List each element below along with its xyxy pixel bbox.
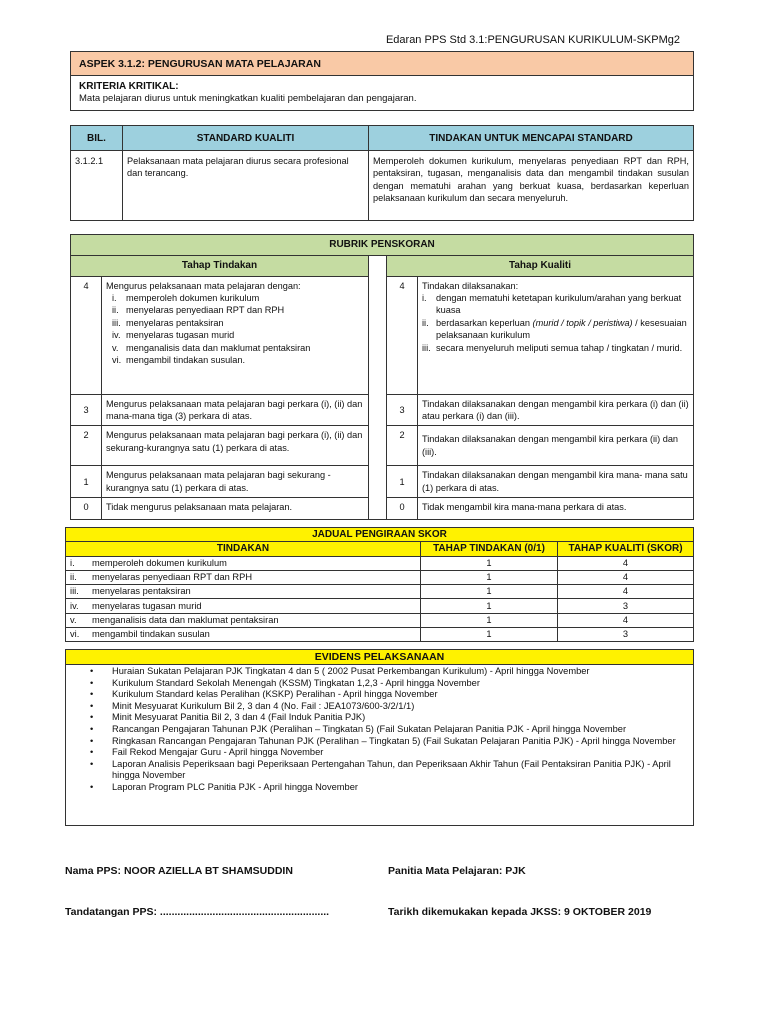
score-0: 0 [71, 498, 102, 520]
tindakan-3: Mengurus pelaksanaan mata pelajaran bagi perkara (i), (ii) dan mana-mana tiga (3) perkara di atas. [102, 394, 369, 426]
jadual-title: JADUAL PENGIRAAN SKOR [66, 528, 694, 542]
kualiti-4-intro: Tindakan dilaksanakan: [422, 280, 519, 291]
list-item: • Kurikulum Standard Sekolah Menengah (KSSM) Tingkatan 1,2,3 - April hingga November [90, 677, 480, 688]
header-tindakan: TINDAKAN UNTUK MENCAPAI STANDARD [369, 126, 694, 151]
list-item: ii. menyelaras penyediaan RPT dan RPH [112, 305, 285, 316]
list-item: • Rancangan Pengajaran Tahunan PJK (Peralihan – Tingkatan 5) (Fail Sukatan Pelajaran Panitia PJK - April hingga November [90, 723, 627, 734]
kualiti-0: Tidak mengambil kira mana-mana perkara di atas. [418, 498, 694, 520]
evidens-title: EVIDENS PELAKSANAAN [66, 650, 693, 665]
tarikh-dikemukakan: Tarikh dikemukakan kepada JKSS: 9 OKTOBER 2019 [388, 906, 652, 918]
table-row: vi. mengambil tindakan susulan 1 3 [66, 628, 694, 642]
tandatangan-pps: Tandatangan PPS: .......................................................... [65, 906, 330, 918]
tindakan-2: Mengurus pelaksanaan mata pelajaran bagi perkara (i), (ii) dan sekurang-kurangnya satu (1) perkara di atas. [102, 426, 369, 466]
rubrik-gap [369, 255, 387, 276]
score-4: 4 [71, 276, 102, 394]
header-bil: BIL. [71, 126, 123, 151]
table-row: iv. menyelaras tugasan murid 1 3 [66, 599, 694, 613]
kualiti-3: Tindakan dilaksanakan dengan mengambil kira perkara (i) dan (ii) atau perkara (i) dan (iii). [418, 394, 694, 426]
rubrik-gap [369, 466, 387, 498]
tindakan-1: Mengurus pelaksanaan mata pelajaran bagi sekurang -kurangnya satu (1) perkara di atas. [102, 466, 369, 498]
list-item: iii. menyelaras pentaksiran [112, 317, 224, 328]
rubrik-table [70, 234, 694, 520]
standard-kualiti-text: Pelaksanaan mata pelajaran diurus secara profesional dan terancang. [123, 151, 369, 221]
kualiti-score-1: 1 [387, 466, 418, 498]
list-item: • Laporan Program PLC Panitia PJK - April hingga November [90, 781, 358, 792]
rubrik-col-kualiti: Tahap Kualiti [387, 255, 694, 276]
aspek-box [70, 51, 694, 111]
kualiti-score-2: 2 [387, 426, 418, 466]
list-item: v. menganalisis data dan maklumat pentaksiran [112, 342, 311, 353]
list-item: • Kurikulum Standard kelas Peralihan (KSKP) Peralihan - April hingga November [90, 689, 438, 700]
list-item: i. memperoleh dokumen kurikulum [112, 292, 260, 303]
tindakan-4 [102, 276, 369, 394]
standard-tindakan-text: Memperoleh dokumen kurikulum, menyelaras penyediaan RPT dan RPH, pentaksiran, tugasan, menganalisis data dan mengambil tindakan susulan dengan mematuhi arahan yang berkuat kuasa, berdasarkan keperluan pelaksanaan kurikulum dan secara menyeluruh. [369, 151, 694, 221]
kriteria-label: KRITERIA KRITIKAL: [79, 81, 179, 92]
list-item: iv. menyelaras tugasan murid [112, 330, 235, 341]
jadual-header-tindakan: TINDAKAN [66, 542, 421, 556]
header-standard-kualiti: STANDARD KUALITI [123, 126, 369, 151]
evidens-list [66, 665, 693, 794]
rubrik-gap [369, 426, 387, 466]
table-row: ii. menyelaras penyediaan RPT dan RPH 1 4 [66, 570, 694, 584]
jadual-header-tahap-tindakan: TAHAP TINDAKAN (0/1) [421, 542, 558, 556]
jadual-header-tahap-kualiti: TAHAP KUALITI (SKOR) [558, 542, 694, 556]
table-row: i. memperoleh dokumen kurikulum 1 4 [66, 556, 694, 570]
kriteria-text: Mata pelajaran diurus untuk meningkatkan kualiti pembelajaran dan pengajaran. [79, 93, 417, 104]
kualiti-score-4: 4 [387, 276, 418, 394]
list-item: vi. mengambil tindakan susulan. [112, 355, 245, 366]
panitia-mata-pelajaran: Panitia Mata Pelajaran: PJK [388, 865, 526, 877]
list-item: • Laporan Analisis Peperiksaan bagi Peperiksaan Pertengahan Tahun, dan Peperiksaan Akhir Tahun (Fail Pentaksiran Panitia PJK) - April hingga November [90, 758, 671, 781]
kualiti-1: Tindakan dilaksanakan dengan mengambil kira mana- mana satu (1) perkara di atas. [418, 466, 694, 498]
list-item: • Ringkasan Rancangan Pengajaran Tahunan PJK (Peralihan – Tingkatan 5) (Fail Sukatan Pelajaran Panitia PJK) - April hingga November [90, 735, 676, 746]
list-item: • Huraian Sukatan Pelajaran PJK Tingkatan 4 dan 5 ( 2002 Pusat Perkembangan Kurikulum) - April hingga November [90, 666, 590, 676]
nama-pps: Nama PPS: NOOR AZIELLA BT SHAMSUDDIN [65, 865, 293, 877]
list-item: ii. berdasarkan keperluan (murid / topik / peristiwa) / kesesuaian pelaksanaan kurikulum [422, 317, 687, 341]
jadual-table [65, 527, 694, 642]
rubrik-title: RUBRIK PENSKORAN [71, 235, 694, 256]
rubrik-col-tindakan: Tahap Tindakan [71, 255, 369, 276]
list-item: • Fail Rekod Mengajar Guru - April hingga November [90, 747, 324, 758]
score-1: 1 [71, 466, 102, 498]
document-reference: Edaran PPS Std 3.1:PENGURUSAN KURIKULUM-SKPMg2 [385, 34, 680, 46]
evidens-box [65, 649, 694, 826]
score-3: 3 [71, 394, 102, 426]
standard-table [70, 125, 694, 221]
standard-bil: 3.1.2.1 [71, 151, 123, 221]
list-item: iii. secara menyeluruh meliputi semua tahap / tingkatan / murid. [422, 342, 683, 353]
table-row: v. menganalisis data dan maklumat pentaksiran 1 4 [66, 613, 694, 627]
score-2: 2 [71, 426, 102, 466]
kualiti-2: Tindakan dilaksanakan dengan mengambil kira perkara (ii) dan (iii). [418, 426, 694, 466]
list-item: • Minit Mesyuarat Kurikulum Bil 2, 3 dan 4 (No. Fail : JEA1073/600-3/2/1/1) [90, 700, 415, 711]
rubrik-gap [369, 394, 387, 426]
table-row: iii. menyelaras pentaksiran 1 4 [66, 585, 694, 599]
rubrik-gap [369, 276, 387, 394]
kualiti-4 [418, 276, 694, 394]
rubrik-gap [369, 498, 387, 520]
aspek-title: ASPEK 3.1.2: PENGURUSAN MATA PELAJARAN [71, 52, 693, 76]
list-item: • Minit Mesyuarat Panitia Bil 2, 3 dan 4 (Fail Induk Panitia PJK) [90, 712, 366, 723]
tindakan-4-intro: Mengurus pelaksanaan mata pelajaran dengan: [106, 280, 301, 291]
kualiti-score-0: 0 [387, 498, 418, 520]
kualiti-score-3: 3 [387, 394, 418, 426]
list-item: i. dengan mematuhi ketetapan kurikulum/arahan yang berkuat kuasa [422, 292, 682, 316]
tindakan-0: Tidak mengurus pelaksanaan mata pelajaran. [102, 498, 369, 520]
